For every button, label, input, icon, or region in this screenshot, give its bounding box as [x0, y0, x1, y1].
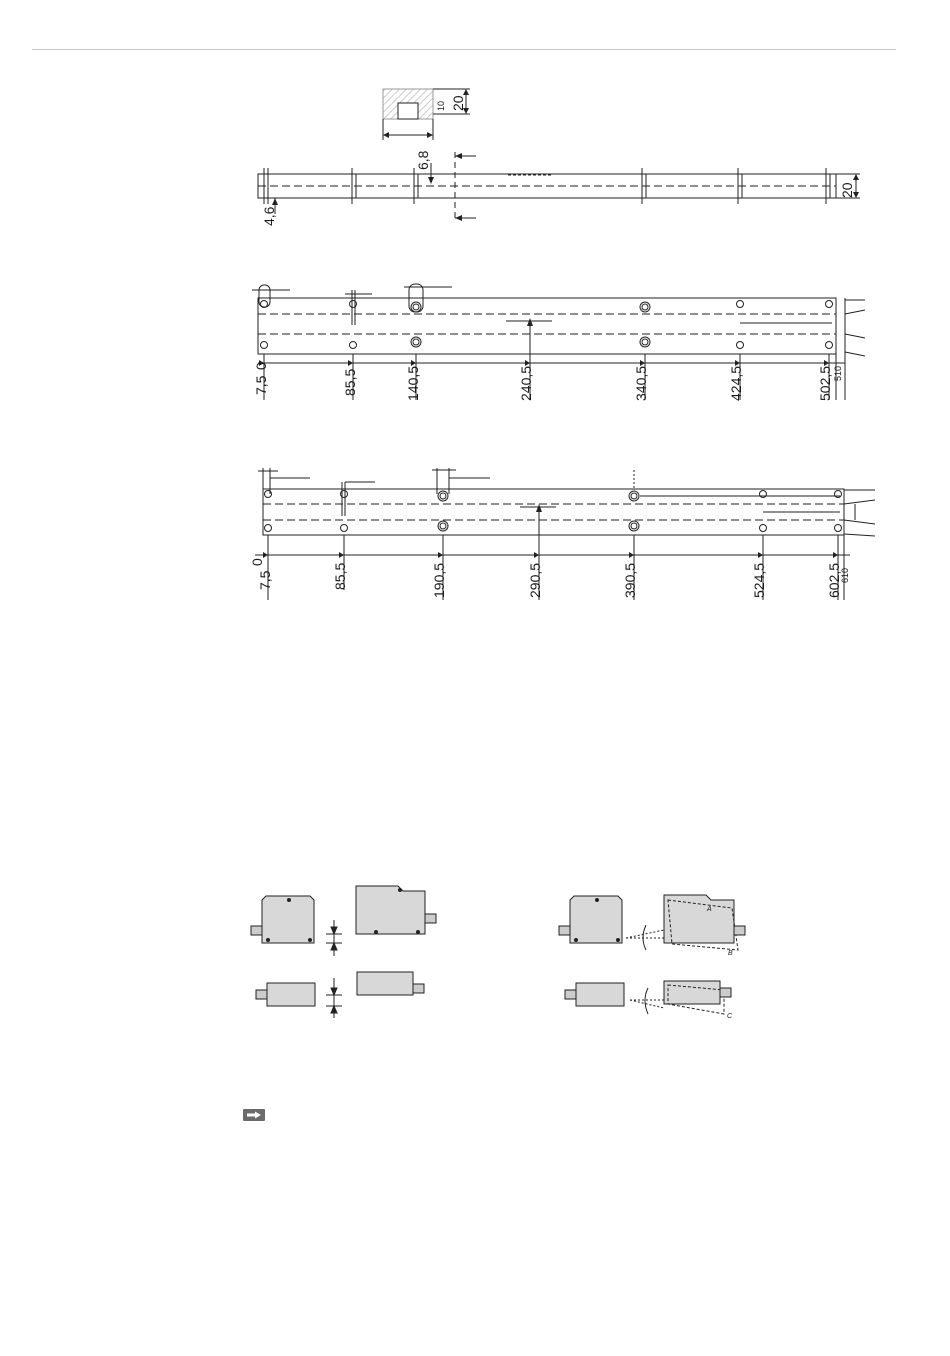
- rail-510-pos-4: 240,5: [518, 365, 534, 401]
- profile-inner-label: 10: [436, 100, 446, 111]
- rail-510-pos-1: 0: [253, 362, 269, 370]
- rail-510-pos-3: 140,5: [405, 365, 421, 401]
- sender-top: [267, 983, 315, 1006]
- receiver-front: [356, 886, 425, 934]
- arrow-right-icon: [243, 1109, 265, 1121]
- rail-510-dimensions: [253, 362, 843, 401]
- rail-510-pos-6: 424,5: [728, 365, 744, 401]
- rail-side-view: [258, 152, 860, 222]
- profile-height-label: 20: [450, 95, 466, 111]
- rail-610-pos-3: 190,5: [431, 562, 447, 598]
- rail-610-pos-2: 85,5: [332, 562, 348, 590]
- rail-510-pos-2: 85,5: [342, 368, 358, 396]
- rail-610-holes: [265, 491, 842, 532]
- rail-610-pos-1: 0: [249, 558, 265, 566]
- rail-510-body: [258, 298, 836, 354]
- side-slot-depth-label: 6,8: [415, 150, 431, 170]
- rail-610-pos-0: 7,5: [257, 570, 273, 590]
- sender-top-angular: [576, 983, 624, 1006]
- angular-label-a: A: [707, 906, 712, 913]
- rail-510-pos-7: 502,5: [817, 365, 833, 401]
- rail-510-holes: [261, 301, 833, 349]
- receiver-top-angular: [664, 981, 720, 1004]
- rail-510-length: 510: [833, 365, 843, 381]
- angular-label-c: C: [727, 1013, 733, 1020]
- rail-610-pos-5: 390,5: [622, 562, 638, 598]
- side-bottom-offset-label: 4,6: [261, 206, 277, 226]
- profile-slot: [398, 103, 418, 119]
- sender-front-angular: [570, 896, 622, 943]
- rail-610-pos-7: 602,5: [826, 562, 842, 598]
- sender-front: [262, 896, 314, 943]
- angular-label-b: B: [728, 950, 733, 957]
- rail-510-pos-5: 340,5: [633, 365, 649, 401]
- rail-610-pos-4: 290,5: [527, 562, 543, 598]
- rail-610-top-view: [255, 468, 875, 600]
- receiver-top: [357, 972, 413, 995]
- rail-610-pos-6: 524,5: [751, 562, 767, 598]
- side-height-label: 20: [839, 182, 855, 198]
- rail-610-dimensions: [249, 558, 850, 598]
- receiver-front-angular: [664, 895, 734, 943]
- rail-510-pos-0: 7,5: [253, 375, 269, 395]
- alignment-angular-offset: [559, 895, 745, 1014]
- alignment-parallel-offset: [251, 886, 436, 1018]
- rail-610-length: 610: [840, 567, 850, 583]
